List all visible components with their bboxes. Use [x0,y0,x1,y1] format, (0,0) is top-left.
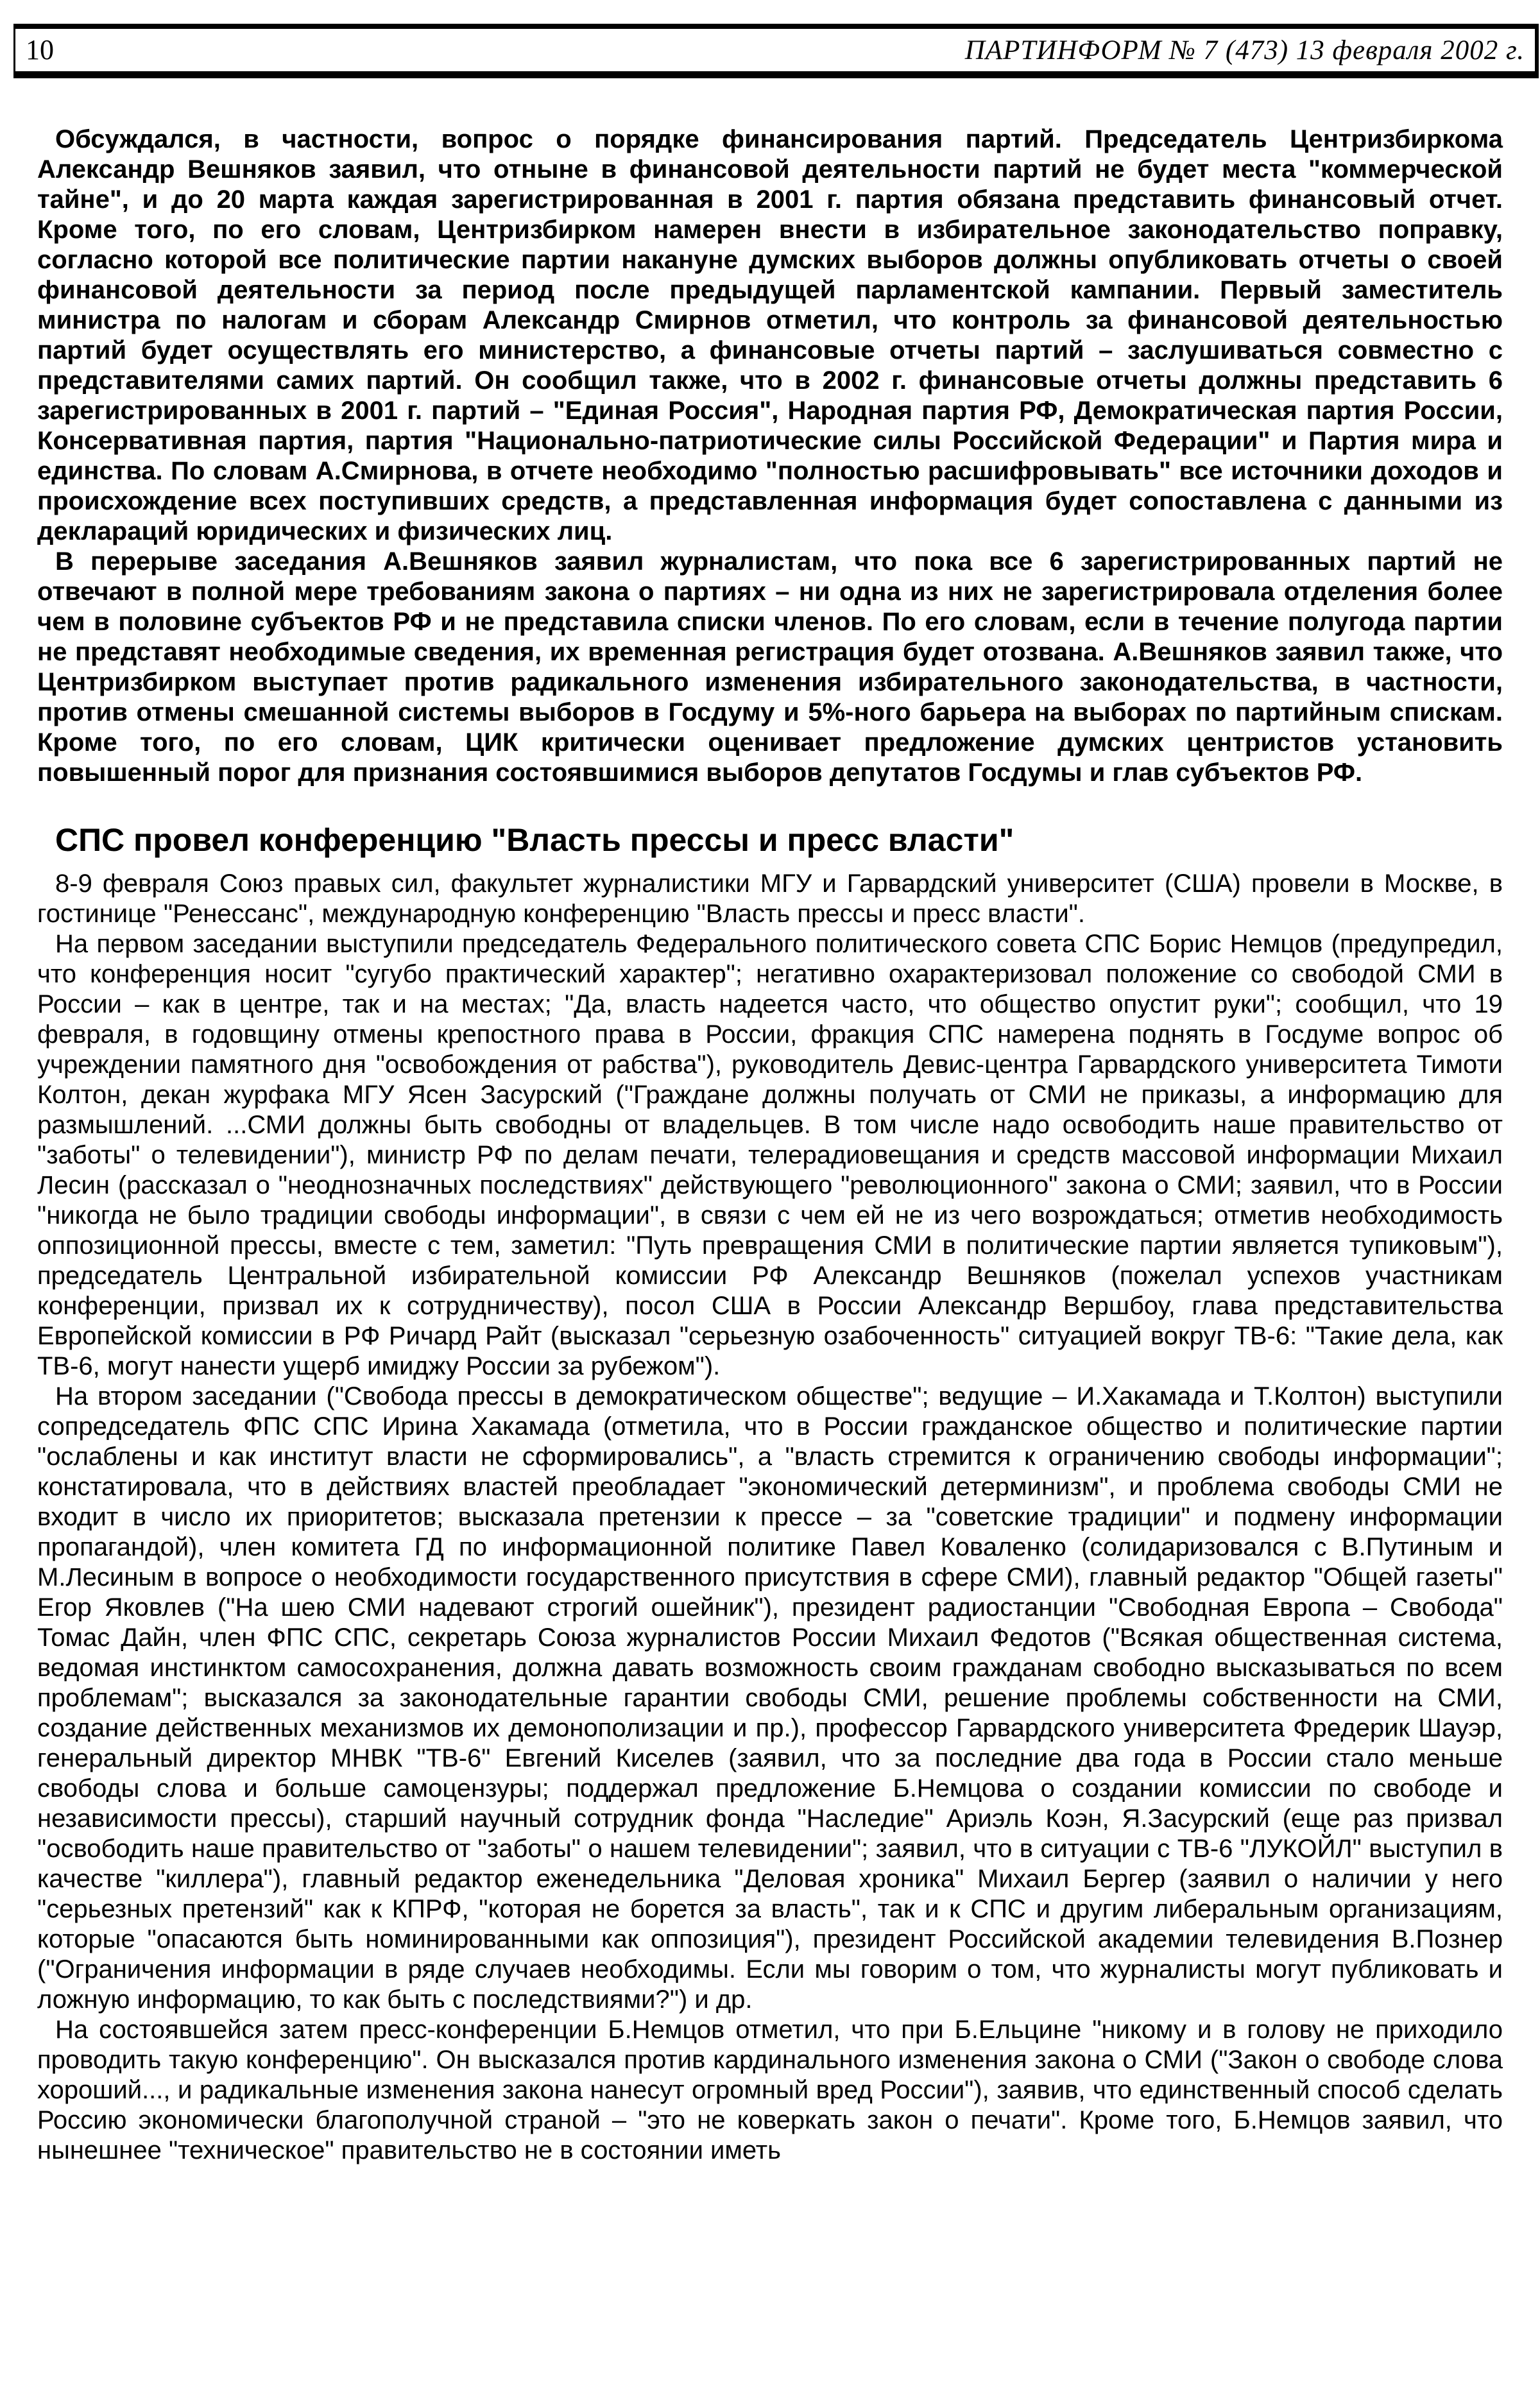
article-paragraph: На втором заседании ("Свобода прессы в демократическом обществе"; ведущие – И.Хакамада и Т.Колтон) выступили сопредседатель ФПС СПС Ирина Хакамада (отметила, что в России гражданское общество и политические партии "ослаблены и как институт власти не сформировались", а "власть стремится к ограничению свободы информации"; констатировала, что в действиях властей преобладает "экономический детерминизм", и проблема свободы СМИ не входит в число их приоритетов; высказала претензии к прессе – за "советские традиции" и подмену информации пропагандой), член комитета ГД по информационной политике Павел Коваленко (солидаризовался с В.Путиным и М.Лесиным в вопросе о необходимости государственного присутствия в сфере СМИ), главный редактор "Общей газеты" Егор Яковлев ("На шею СМИ надевают строгий ошейник"), президент радиостанции "Свободная Европа – Свобода" Томас Дайн, член ФПС СПС, секретарь Союза журналистов России Михаил Федотов ("Всякая общественная система, ведомая инстинктом самосохранения, должна давать возможность своим гражданам свободно высказываться по всем проблемам"; высказался за законодательные гарантии свободы СМИ, решение проблемы собственности на СМИ, создание действенных механизмов их демонополизации и пр.), профессор Гарвардского университета Фредерик Шауэр, генеральный директор МНВК "ТВ-6" Евгений Киселев (заявил, что за последние два года в России стало меньше свободы слова и больше самоцензуры; поддержал предложение Б.Немцова о создании комиссии по свободе и независимости прессы), старший научный сотрудник фонда "Наследие" Ариэль Коэн, Я.Засурский (еще раз призвал "освободить наше правительство от "заботы" о нашем телевидении"; заявил, что в ситуации с ТВ-6 "ЛУКОЙЛ" выступил в качестве "киллера"), главный редактор еженедельника "Деловая хроника" Михаил Бергер (заявил о наличии у него "серьезных претензий" как к КПРФ, "которая не борется за власть", так и к СПС и другим либеральным организациям, которые "опасаются быть номинированными как оппозиция"), президент Российской академии телевидения В.Познер ("Ограничения информации в ряде случаев необходимы. Если мы говорим о том, что журналисты могут публиковать и ложную информацию, то как быть с последствиями?") и др. [37,1382,1503,2014]
lead-paragraph: Обсуждался, в частности, вопрос о порядке финансирования партий. Председатель Центризбиркома Александр Вешняков заявил, что отныне в финансовой деятельности партий не будет места "коммерческой тайне", и до 20 марта каждая зарегистрированная в 2001 г. партия обязана представить финансовый отчет. Кроме того, по его словам, Центризбирком намерен внести в избирательное законодательство поправку, согласно которой все политические партии накануне думских выборов должны опубликовать отчеты о своей финансовой деятельности за период после предыдущей парламентской кампании. Первый заместитель министра по налогам и сборам Александр Смирнов отметил, что контроль за финансовой деятельностью партий будет осуществлять его министерство, а финансовые отчеты партий – заслушиваться совместно с представителями самих партий. Он сообщил также, что в 2002 г. финансовые отчеты должны представить 6 зарегистрированных в 2001 г. партий – "Единая Россия", Народная партия РФ, Демократическая партия России, Консервативная партия, партия "Национально-патриотические силы Российской Федерации" и Партия мира и единства. По словам А.Смирнова, в отчете необходимо "полностью расшифровывать" все источники доходов и происхождение всех поступивших средств, а представленная информация будет сопоставлена с данными из деклараций юридических и физических лиц. [37,125,1503,545]
article-paragraph: На первом заседании выступили председатель Федерального политического совета СПС Борис Немцов (предупредил, что конференция носит "сугубо практический характер"; негативно охарактеризовал положение со свободой СМИ в России – как в центре, так и на местах; "Да, власть надеется часто, что общество опустит руки"; сообщил, что 19 февраля, в годовщину отмены крепостного права в России, фракция СПС намерена поднять в Госдуме вопрос об учреждении памятного дня "освобождения от рабства"), руководитель Девис-центра Гарвардского университета Тимоти Колтон, декан журфака МГУ Ясен Засурский ("Граждане должны получать от СМИ не приказы, а информацию для размышлений. ...СМИ должны быть свободны от владельцев. В том числе надо освободить наше правительство от "заботы" о телевидении"), министр РФ по делам печати, телерадиовещания и средств массовой информации Михаил Лесин (рассказал о "неоднозначных последствиях" действующего "революционного" закона о СМИ; заявил, что в России "никогда не было традиции свободы информации", в связи с чем ей не из чего возрождаться; отметив необходимость оппозиционной прессы, вместе с тем, заметил: "Путь превращения СМИ в политические партии является тупиковым"), председатель Центральной избирательной комиссии РФ Александр Вешняков (пожелал успехов участникам конференции, призвал их к сотрудничеству), посол США в России Александр Вершбоу, глава представительства Европейской комиссии в РФ Ричард Райт (высказал "серьезную озабоченность" ситуацией вокруг ТВ-6: "Такие дела, как ТВ-6, могут нанести ущерб имиджу России за рубежом"). [37,930,1503,1380]
article-body [37,869,1503,2166]
lead-paragraph: В перерыве заседания А.Вешняков заявил журналистам, что пока все 6 зарегистрированных партий не отвечают в полной мере требованиям закона о партиях – ни одна из них не зарегистрировала отделения более чем в половине субъектов РФ и не представила списки членов. По его словам, если в течение полугода партии не представят необходимые сведения, их временная регистрация будет отозвана. А.Вешняков заявил также, что Центризбирком выступает против радикального изменения избирательного законодательства, в частности, против отмены смешанной системы выборов в Госдуму и 5%-ного барьера на выборах по партийным спискам. Кроме того, по его словам, ЦИК критически оценивает предложение думских центристов установить повышенный порог для признания состоявшимися выборов депутатов Госдумы и глав субъектов РФ. [37,547,1503,787]
article-heading: СПС провел конференцию "Власть прессы и пресс власти" [55,822,1014,858]
masthead-title: ПАРТИНФОРМ № 7 (473) 13 февраля 2002 г. [964,35,1525,65]
article-paragraph: 8-9 февраля Союз правых сил, факультет журналистики МГУ и Гарвардский университет (США) провели в Москве, в гостинице "Ренессанс", международную конференцию "Власть прессы и пресс власти". [37,870,1503,928]
page-content [37,124,1503,2166]
lead-section [37,124,1503,788]
page-header [13,24,1539,78]
page-number: 10 [26,34,54,65]
article-paragraph: На состоявшейся затем пресс-конференции Б.Немцов отметил, что при Б.Ельцине "никому и в голову не приходило проводить такую конференцию". Он высказался против кардинального изменения закона о СМИ ("Закон о свободе слова хороший..., и радикальные изменения закона нанесут огромный вред России"), заявив, что единственный способ сделать Россию экономически благополучной страной – "это не коверкать закон о печати". Кроме того, Б.Немцов заявил, что нынешнее "техническое" правительство не в состоянии иметь [37,2016,1503,2164]
